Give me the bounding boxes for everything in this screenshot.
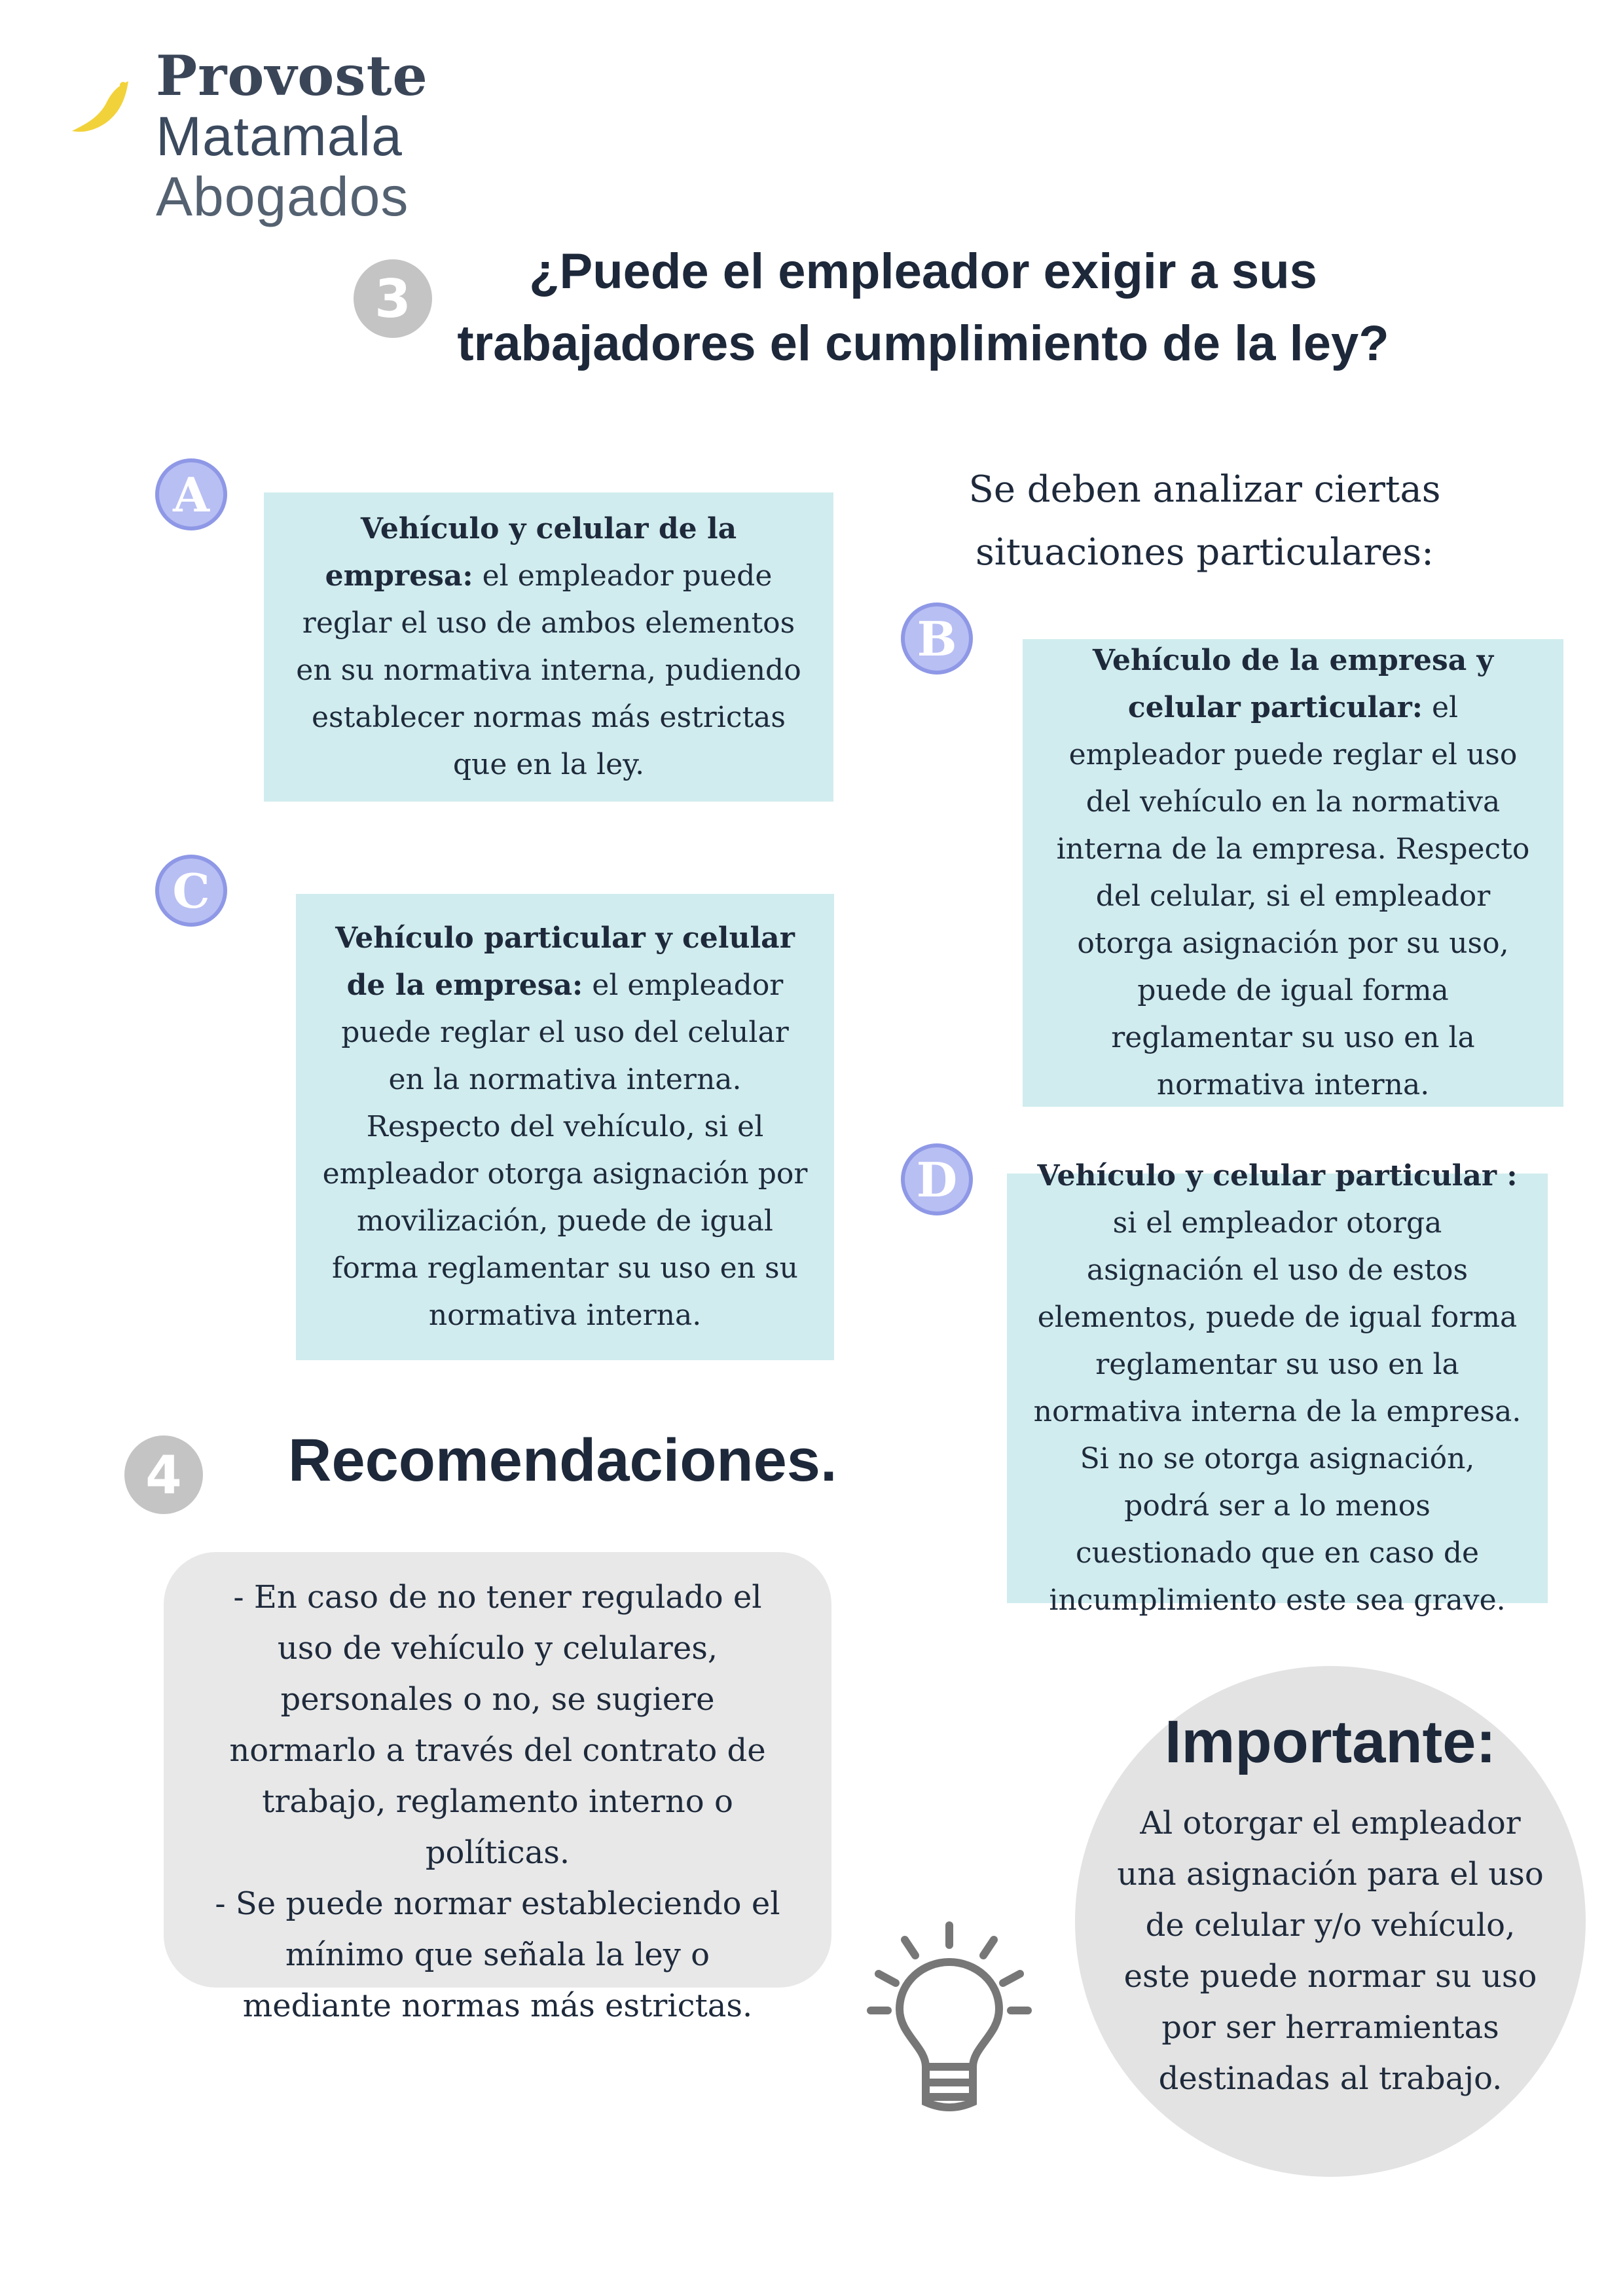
section-4-number-badge: 4 xyxy=(124,1435,203,1514)
page-title: ¿Puede el empleador exigir a sus trabajadores el cumplimiento de la ley? xyxy=(457,244,1389,371)
card-d-body: si el empleador otorga asignación el uso de estos elementos, puede de igual forma reglamentar su uso en la normativa interna de la empresa. xyxy=(1033,1206,1522,1428)
card-d xyxy=(1007,1159,1548,1617)
badge-d: D xyxy=(901,1143,973,1215)
card-d-heading: Vehículo y celular particular : xyxy=(1037,1159,1518,1193)
lightbulb-icon xyxy=(864,1919,1034,2115)
card-c xyxy=(296,894,834,1360)
recommendations-title: Recomendaciones. xyxy=(288,1427,837,1494)
logo-line-2: Matamala xyxy=(156,105,403,167)
card-a-body: el empleador puede reglar el uso de ambos elementos en su normativa interna, pudiendo establecer normas más estrictas que en la ley. xyxy=(296,559,801,781)
card-c-body: el empleador puede reglar el uso del celular en la normativa interna. Respecto del vehículo, si el empleador otorga asignación por movilización, puede de igual forma reglamentar su uso en su normativa interna. xyxy=(322,969,808,1332)
card-a-heading: Vehículo y celular de la empresa: xyxy=(325,512,737,593)
recommendation-item-2: - Se puede normar estableciendo el mínimo que señala la ley o mediante normas más estrictas. xyxy=(215,1885,780,2024)
intro-text: Se deben analizar ciertas situaciones particulares: xyxy=(968,468,1441,574)
section-3-number-badge: 3 xyxy=(354,259,432,338)
badge-b: B xyxy=(901,602,973,675)
logo-line-3: Abogados xyxy=(156,166,409,227)
card-a xyxy=(264,492,833,802)
important-title: Importante: xyxy=(1165,1709,1496,1775)
company-logo xyxy=(156,43,496,227)
logo-line-1: Provoste xyxy=(156,43,428,108)
card-b-heading: Vehículo de la empresa y celular particular: xyxy=(1092,644,1494,724)
logo-mark-icon xyxy=(65,72,137,144)
card-b xyxy=(1023,639,1563,1107)
card-d-body-2: Si no se otorga asignación, podrá ser a lo menos cuestionado que en caso de incumplimiento este sea grave. xyxy=(1049,1442,1506,1617)
badge-a: A xyxy=(155,458,227,530)
important-text: Al otorgar el empleador una asignación para el uso de celular y/o vehículo, este puede normar su uso por ser herramientas destinadas al trabajo. xyxy=(1117,1805,1544,2097)
badge-c: C xyxy=(155,855,227,927)
recommendations-box xyxy=(164,1552,831,2024)
recommendation-item-1: - En caso de no tener regulado el uso de vehículo y celulares, personales o no, se sugiere normarlo a través del contrato de trabajo, reglamento interno o políticas. xyxy=(229,1579,766,1871)
card-c-heading: Vehículo particular y celular de la empresa: xyxy=(335,921,795,1002)
card-b-body: el empleador puede reglar el uso del vehículo en la normativa interna de la empresa. Respecto del celular, si el empleador otorga asignación por su uso, puede de igual forma reglamentar su uso en la normativa interna. xyxy=(1056,691,1530,1102)
